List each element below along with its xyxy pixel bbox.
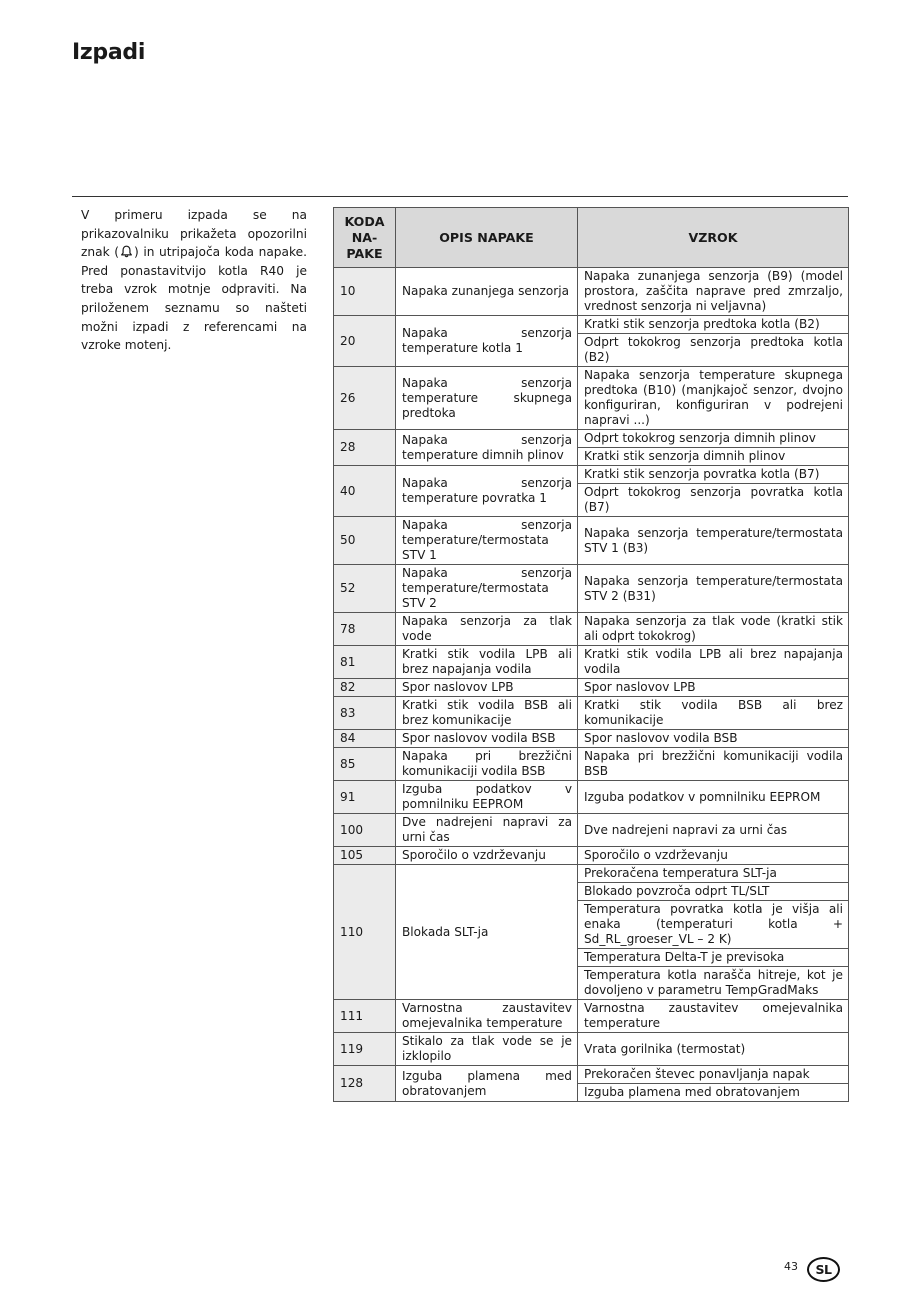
fault-cause-cell: Odprt tokokrog senzorja dimnih plinov <box>578 430 849 448</box>
table-row <box>334 730 849 748</box>
table-row <box>334 517 849 565</box>
table-row <box>334 748 849 781</box>
intro-text-after-icon: ) in utripajoča koda napake. Pred ponastavitvijo kotla R40 je treba vzrok motnje odpraviti. Na priloženem seznamu so našteti možni izpadi z referencami na vzroke motenj. <box>81 245 308 353</box>
fault-description-cell: Napaka zunanjega senzorja <box>396 268 578 316</box>
fault-cause-cell: Prekoračena temperatura SLT-ja <box>578 865 849 883</box>
fault-description-cell: Napaka pri brezžični komunikaciji vodila BSB <box>396 748 578 781</box>
table-row <box>334 466 849 484</box>
fault-code-cell: 84 <box>334 730 396 748</box>
fault-code-cell: 20 <box>334 316 396 367</box>
fault-cause-cell: Varnostna zaustavitev omejevalnika temperature <box>578 1000 849 1033</box>
table-row <box>334 865 849 883</box>
fault-code-cell: 78 <box>334 613 396 646</box>
fault-cause-cell: Spor naslovov LPB <box>578 679 849 697</box>
intro-text-before-icon: V primeru izpada se na prikazovalniku prikažeta opozorilni znak ( <box>81 208 307 260</box>
fault-description-cell: Spor naslovov vodila BSB <box>396 730 578 748</box>
fault-description-cell: Napaka senzorja temperature povratka 1 <box>396 466 578 517</box>
fault-cause-cell: Napaka pri brezžični komunikaciji vodila BSB <box>578 748 849 781</box>
fault-cause-cell: Odprt tokokrog senzorja povratka kotla (B7) <box>578 484 849 517</box>
fault-cause-cell: Napaka senzorja temperature/termostata STV 1 (B3) <box>578 517 849 565</box>
page-number: 43 <box>784 1260 798 1273</box>
fault-cause-cell: Napaka zunanjega senzorja (B9) (model prostora, zaščita naprave pred zmrzaljo, vrednost senzorja ni veljavna) <box>578 268 849 316</box>
fault-cause-cell: Napaka senzorja temperature/termostata STV 2 (B31) <box>578 565 849 613</box>
fault-description-cell: Izguba podatkov v pomnilniku EEPROM <box>396 781 578 814</box>
table-header-row <box>334 208 849 268</box>
fault-cause-cell: Blokado povzroča odprt TL/SLT <box>578 883 849 901</box>
fault-description-cell: Kratki stik vodila BSB ali brez komunikacije <box>396 697 578 730</box>
fault-cause-cell: Napaka senzorja temperature skupnega predtoka (B10) (manjkajoč senzor, dvojno konfiguriran, konfiguriran v podrejeni napravi ...) <box>578 367 849 430</box>
fault-cause-cell: Kratki stik vodila BSB ali brez komunikacije <box>578 697 849 730</box>
table-row <box>334 1033 849 1066</box>
fault-description-cell: Izguba plamena med obratovanjem <box>396 1066 578 1102</box>
table-row <box>334 1066 849 1084</box>
table-row <box>334 1000 849 1033</box>
fault-code-cell: 10 <box>334 268 396 316</box>
fault-description-cell: Kratki stik vodila LPB ali brez napajanja vodila <box>396 646 578 679</box>
fault-code-cell: 83 <box>334 697 396 730</box>
fault-cause-cell: Kratki stik senzorja povratka kotla (B7) <box>578 466 849 484</box>
fault-code-cell: 81 <box>334 646 396 679</box>
language-badge: SL <box>807 1257 840 1282</box>
fault-description-cell: Blokada SLT-ja <box>396 865 578 1000</box>
fault-description-cell: Napaka senzorja temperature skupnega predtoka <box>396 367 578 430</box>
fault-code-cell: 40 <box>334 466 396 517</box>
fault-table-body <box>334 268 849 1102</box>
fault-description-cell: Napaka senzorja temperature/termostata STV 1 <box>396 517 578 565</box>
fault-cause-cell: Prekoračen števec ponavljanja napak <box>578 1066 849 1084</box>
column-header-code: KODA NA-PAKE <box>334 208 396 268</box>
section-divider <box>72 196 848 197</box>
fault-cause-cell: Spor naslovov vodila BSB <box>578 730 849 748</box>
fault-cause-cell: Vrata gorilnika (termostat) <box>578 1033 849 1066</box>
table-row <box>334 814 849 847</box>
fault-cause-cell: Izguba podatkov v pomnilniku EEPROM <box>578 781 849 814</box>
fault-cause-cell: Kratki stik senzorja predtoka kotla (B2) <box>578 316 849 334</box>
fault-cause-cell: Temperatura kotla narašča hitreje, kot je dovoljeno v parametru TempGradMaks <box>578 967 849 1000</box>
fault-code-cell: 111 <box>334 1000 396 1033</box>
fault-cause-cell: Dve nadrejeni napravi za urni čas <box>578 814 849 847</box>
fault-description-cell: Napaka senzorja temperature dimnih plinov <box>396 430 578 466</box>
fault-description-cell: Sporočilo o vzdrževanju <box>396 847 578 865</box>
fault-cause-cell: Temperatura Delta-T je previsoka <box>578 949 849 967</box>
fault-cause-cell: Kratki stik vodila LPB ali brez napajanja vodila <box>578 646 849 679</box>
fault-description-cell: Spor naslovov LPB <box>396 679 578 697</box>
table-row <box>334 781 849 814</box>
fault-cause-cell: Kratki stik senzorja dimnih plinov <box>578 448 849 466</box>
table-row <box>334 679 849 697</box>
fault-description-cell: Napaka senzorja za tlak vode <box>396 613 578 646</box>
page-title: Izpadi <box>72 40 146 65</box>
table-row <box>334 430 849 448</box>
table-row <box>334 565 849 613</box>
fault-code-cell: 128 <box>334 1066 396 1102</box>
table-row <box>334 697 849 730</box>
fault-description-cell: Stikalo za tlak vode se je izklopilo <box>396 1033 578 1066</box>
fault-cause-cell: Sporočilo o vzdrževanju <box>578 847 849 865</box>
fault-cause-cell: Odprt tokokrog senzorja predtoka kotla (B2) <box>578 334 849 367</box>
fault-code-cell: 91 <box>334 781 396 814</box>
fault-code-cell: 105 <box>334 847 396 865</box>
table-row <box>334 646 849 679</box>
fault-code-cell: 119 <box>334 1033 396 1066</box>
fault-code-cell: 82 <box>334 679 396 697</box>
fault-code-cell: 52 <box>334 565 396 613</box>
fault-description-cell: Dve nadrejeni napravi za urni čas <box>396 814 578 847</box>
fault-code-cell: 28 <box>334 430 396 466</box>
fault-code-cell: 85 <box>334 748 396 781</box>
column-header-cause: VZROK <box>578 208 849 268</box>
fault-description-cell: Varnostna zaustavitev omejevalnika temperature <box>396 1000 578 1033</box>
column-header-description: OPIS NAPAKE <box>396 208 578 268</box>
table-row <box>334 613 849 646</box>
fault-description-cell: Napaka senzorja temperature/termostata STV 2 <box>396 565 578 613</box>
intro-paragraph <box>81 206 307 355</box>
fault-cause-cell: Izguba plamena med obratovanjem <box>578 1084 849 1102</box>
fault-code-table <box>333 207 849 1102</box>
bell-icon <box>120 245 133 258</box>
fault-code-cell: 110 <box>334 865 396 1000</box>
table-row <box>334 316 849 334</box>
table-row <box>334 847 849 865</box>
fault-description-cell: Napaka senzorja temperature kotla 1 <box>396 316 578 367</box>
fault-code-cell: 100 <box>334 814 396 847</box>
table-row <box>334 268 849 316</box>
fault-code-cell: 50 <box>334 517 396 565</box>
fault-cause-cell: Napaka senzorja za tlak vode (kratki stik ali odprt tokokrog) <box>578 613 849 646</box>
fault-cause-cell: Temperatura povratka kotla je višja ali enaka (temperaturi kotla + Sd_RL_groeser_VL – 2 K) <box>578 901 849 949</box>
fault-code-cell: 26 <box>334 367 396 430</box>
table-row <box>334 367 849 430</box>
